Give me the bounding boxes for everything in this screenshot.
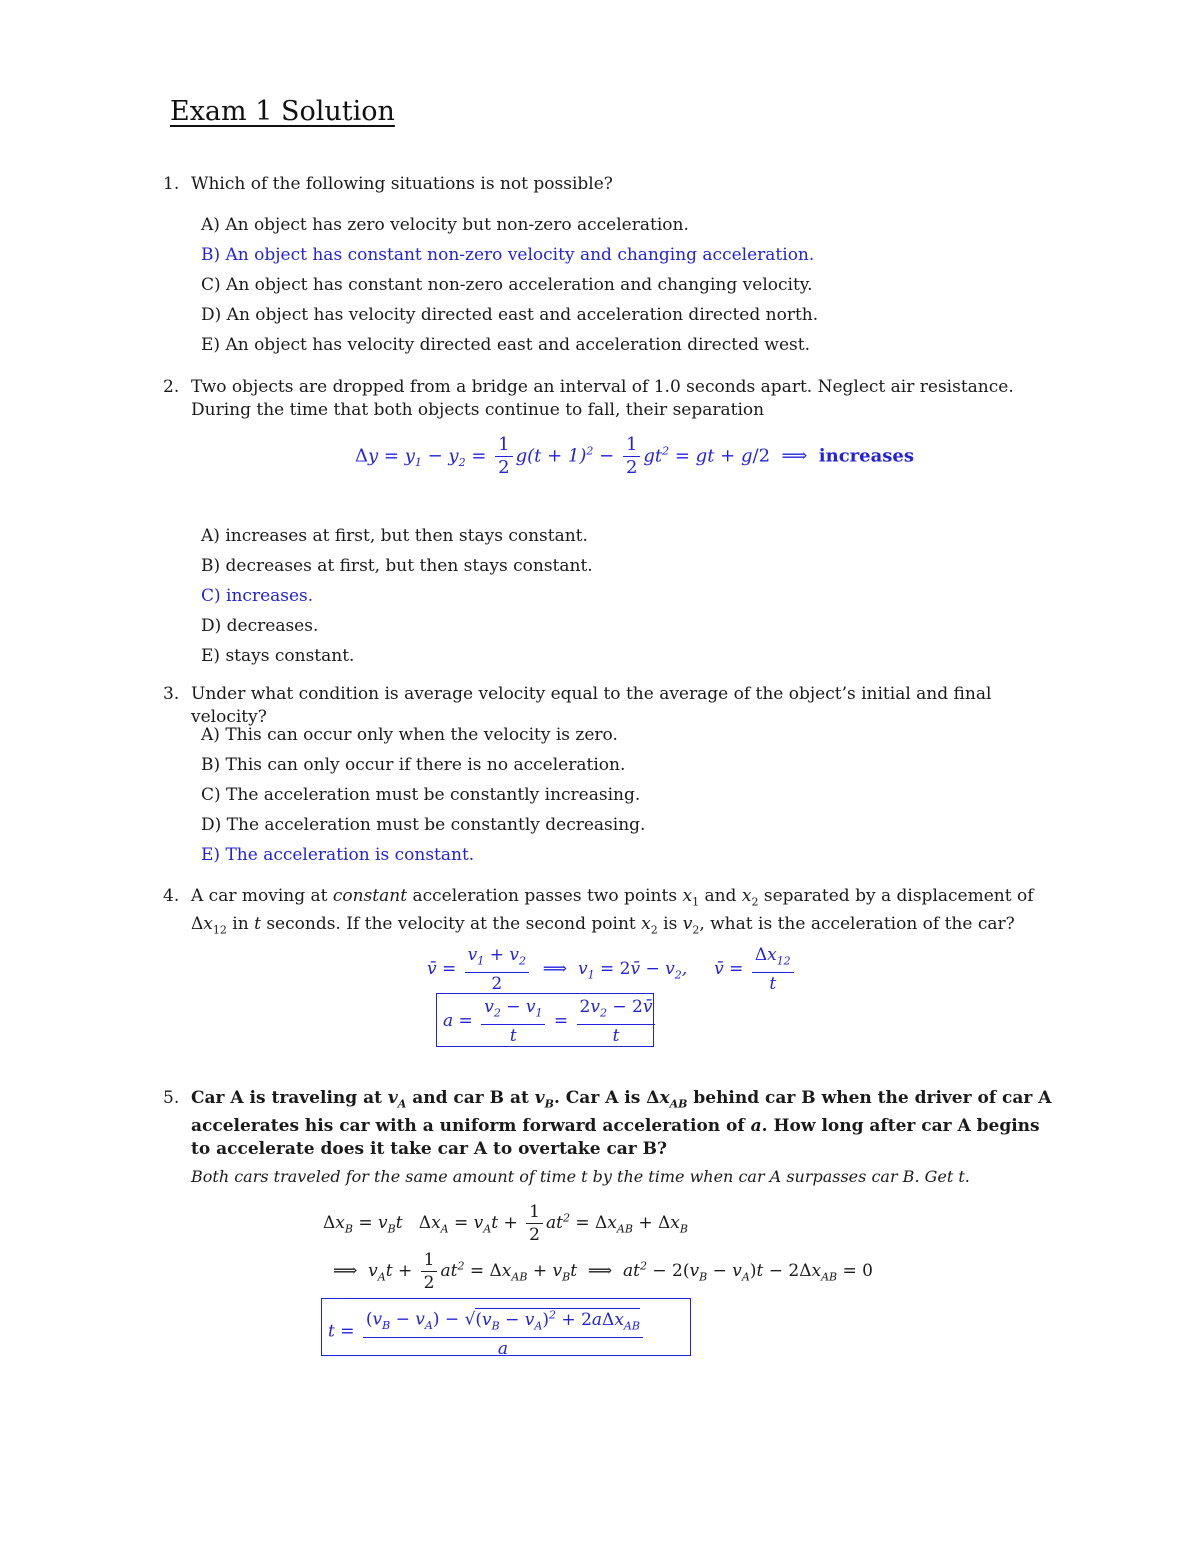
q3-option-b: B) This can only occur if there is no acceleration. [201, 755, 626, 775]
question-text: Two objects are dropped from a bridge an interval of 1.0 seconds apart. Neglect air resistance. During the time that both objects continue to fall, their separation [191, 377, 1014, 420]
question-number: 2. [163, 377, 180, 397]
question-text: Car A is traveling at $v_A$ and car B at $v_B$. Car A is $\Delta x_{AB}$ behind car B when the driver of car A accelerates his car with a uniform forward acceleration of a. How long after car A begins to accelerate does it take car A to overtake car B? [191, 1088, 1052, 1160]
q2-option-b: B) decreases at first, but then stays constant. [201, 556, 593, 576]
q5-solution-note: Both cars traveled for the same amount of time t by the time when car A surpasses car B. Get t. [191, 1167, 970, 1186]
q2-option-e: E) stays constant. [201, 646, 355, 666]
q3-option-d: D) The acceleration must be constantly decreasing. [201, 815, 646, 835]
q5-answer-equation: t = $\frac{(v_B - v_A) - √(v_B - v_A)^2 + 2a\Delta x_{AB}}{a}$ [328, 1304, 646, 1360]
q5-equation-1: $\Delta x_B = v_Bt$ $\Delta x_A = v_At$ + $\frac{1}{2}$ $at^2 = \Delta x_{AB} + \Delta x_B$ [323, 1202, 688, 1245]
q4-answer-equation: a = $\frac{v_2 - v_1}{t}$ = $\frac{2v_2 - 2v̄}{t}$ [443, 996, 658, 1047]
q4-equation-1: v̄ = $\frac{v_1 + v_2}{2}$ ⟹ $v_1$ = 2v̄ − $v_2$, v̄ = $\frac{\Delta x_{12}}{t}$ [427, 944, 797, 995]
question-text: Under what condition is average velocity equal to the average of the object’s initial and final velocity? [191, 684, 992, 727]
question-4 [163, 885, 1063, 937]
question-number: 3. [163, 684, 180, 704]
q3-option-c: C) The acceleration must be constantly increasing. [201, 785, 641, 805]
question-number: 1. [163, 174, 180, 194]
q1-option-c: C) An object has constant non-zero acceleration and changing velocity. [201, 275, 813, 295]
question-3 [163, 683, 1063, 727]
question-number: 5. [163, 1088, 180, 1108]
question-1 [163, 173, 1063, 196]
q3-option-a: A) This can occur only when the velocity is zero. [201, 725, 618, 745]
q2-equation-result: increases [818, 445, 914, 467]
q1-option-e: E) An object has velocity directed east and acceleration directed west. [201, 335, 810, 355]
q1-option-b-answer: B) An object has constant non-zero velocity and changing acceleration. [201, 245, 815, 265]
q1-option-d: D) An object has velocity directed east and acceleration directed north. [201, 305, 819, 325]
q2-option-a: A) increases at first, but then stays constant. [201, 526, 588, 546]
q3-option-e-answer: E) The acceleration is constant. [201, 845, 475, 865]
q1-option-a: A) An object has zero velocity but non-zero acceleration. [201, 215, 689, 235]
q2-option-d: D) decreases. [201, 616, 319, 636]
page-title: Exam 1 Solution [170, 96, 395, 127]
q5-equation-2: ⟹ $v_At$ + $\frac{1}{2}$ $at^2 = \Delta x_{AB} + v_Bt$ ⟹ $at^2 - 2(v_B - v_A)t - 2\Delta x_{AB} = 0$ [333, 1250, 873, 1293]
q2-option-c-answer: C) increases. [201, 586, 314, 606]
question-5 [163, 1087, 1063, 1160]
question-text: Which of the following situations is not possible? [191, 174, 613, 194]
question-text: A car moving at constant acceleration passes two points $x_1$ and $x_2$ separated by a displacement of $\Delta x_{12}$ in t seconds. If the velocity at the second point $x_2$ is $v_2$, what is the acceleration of the car? [191, 886, 1034, 937]
q2-equation: $\Delta y = y_1 - y_2$ = $\frac{1}{2}$ $g(t + 1)^2$ − $\frac{1}{2}$ $gt^2$ = gt + g/2 ⟹ increases [355, 434, 914, 478]
question-number: 4. [163, 886, 180, 906]
question-2 [163, 376, 1063, 420]
